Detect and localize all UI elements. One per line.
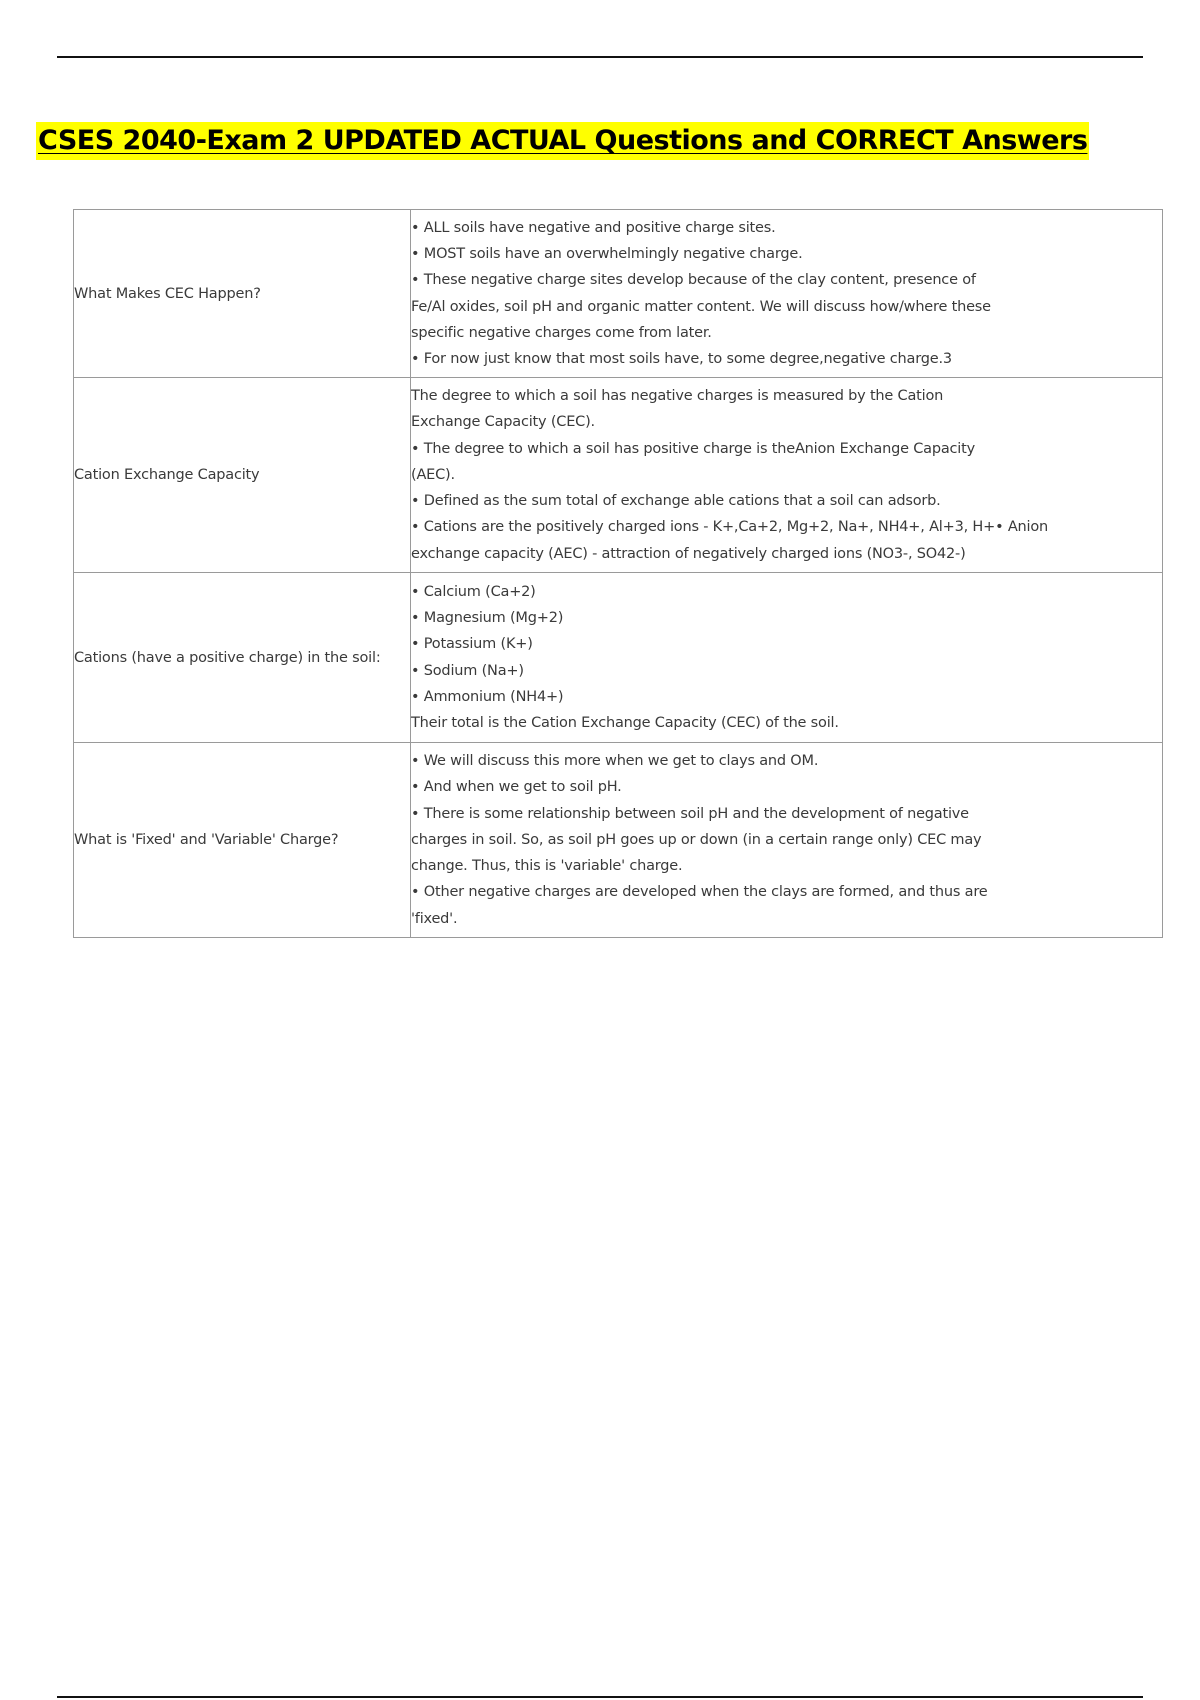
definition-line: specific negative charges come from later. bbox=[411, 324, 712, 341]
definition-line: Fe/Al oxides, soil pH and organic matter content. We will discuss how/where these bbox=[411, 298, 991, 315]
definition-line: • Magnesium (Mg+2) bbox=[411, 610, 564, 627]
table-row bbox=[74, 378, 1163, 573]
definition-line: • For now just know that most soils have, to some degree,negative charge.3 bbox=[411, 350, 952, 367]
document-title: CSES 2040-Exam 2 UPDATED ACTUAL Questions and CORRECT Answers bbox=[36, 122, 1089, 160]
title-block bbox=[36, 122, 1126, 160]
term-cell: What Makes CEC Happen? bbox=[74, 210, 411, 378]
definition-line: • MOST soils have an overwhelmingly negative charge. bbox=[411, 246, 803, 263]
definition-line: • Sodium (Na+) bbox=[411, 662, 524, 679]
definition-line: • ALL soils have negative and positive charge sites. bbox=[411, 219, 776, 236]
table-row bbox=[74, 743, 1163, 938]
qa-table bbox=[73, 209, 1163, 938]
term-cell: Cation Exchange Capacity bbox=[74, 378, 411, 573]
table-row bbox=[74, 210, 1163, 378]
header-rule bbox=[57, 56, 1143, 58]
definition-line: • The degree to which a soil has positive charge is theAnion Exchange Capacity bbox=[411, 440, 975, 457]
definition-line: • Calcium (Ca+2) bbox=[411, 583, 536, 600]
definition-line: 'fixed'. bbox=[411, 910, 458, 927]
term-cell: Cations (have a positive charge) in the soil: bbox=[74, 573, 411, 743]
term-cell: What is 'Fixed' and 'Variable' Charge? bbox=[74, 743, 411, 938]
definition-line: charges in soil. So, as soil pH goes up or down (in a certain range only) CEC may bbox=[411, 831, 982, 848]
definition-line: (AEC). bbox=[411, 466, 455, 483]
definition-line: The degree to which a soil has negative charges is measured by the Cation bbox=[411, 388, 944, 405]
definition-cell bbox=[411, 743, 1163, 938]
definition-line: exchange capacity (AEC) - attraction of negatively charged ions (NO3-, SO42-) bbox=[411, 545, 966, 562]
definition-line: • Defined as the sum total of exchange able cations that a soil can adsorb. bbox=[411, 493, 941, 510]
definition-line: • We will discuss this more when we get to clays and OM. bbox=[411, 753, 819, 770]
definition-cell bbox=[411, 378, 1163, 573]
definition-cell bbox=[411, 573, 1163, 743]
definition-line: • There is some relationship between soil pH and the development of negative bbox=[411, 805, 969, 822]
definition-line: • Potassium (K+) bbox=[411, 636, 533, 653]
table-row bbox=[74, 573, 1163, 743]
definition-line: Their total is the Cation Exchange Capacity (CEC) of the soil. bbox=[411, 714, 839, 731]
definition-line: • These negative charge sites develop because of the clay content, presence of bbox=[411, 272, 976, 289]
definition-line: • Ammonium (NH4+) bbox=[411, 688, 564, 705]
footer-rule bbox=[57, 1696, 1143, 1698]
definition-cell bbox=[411, 210, 1163, 378]
definition-line: • Cations are the positively charged ions - K+,Ca+2, Mg+2, Na+, NH4+, Al+3, H+• Anion bbox=[411, 519, 1049, 536]
definition-line: • And when we get to soil pH. bbox=[411, 779, 622, 796]
definition-line: • Other negative charges are developed when the clays are formed, and thus are bbox=[411, 884, 988, 901]
definition-line: change. Thus, this is 'variable' charge. bbox=[411, 858, 683, 875]
definition-line: Exchange Capacity (CEC). bbox=[411, 414, 595, 431]
